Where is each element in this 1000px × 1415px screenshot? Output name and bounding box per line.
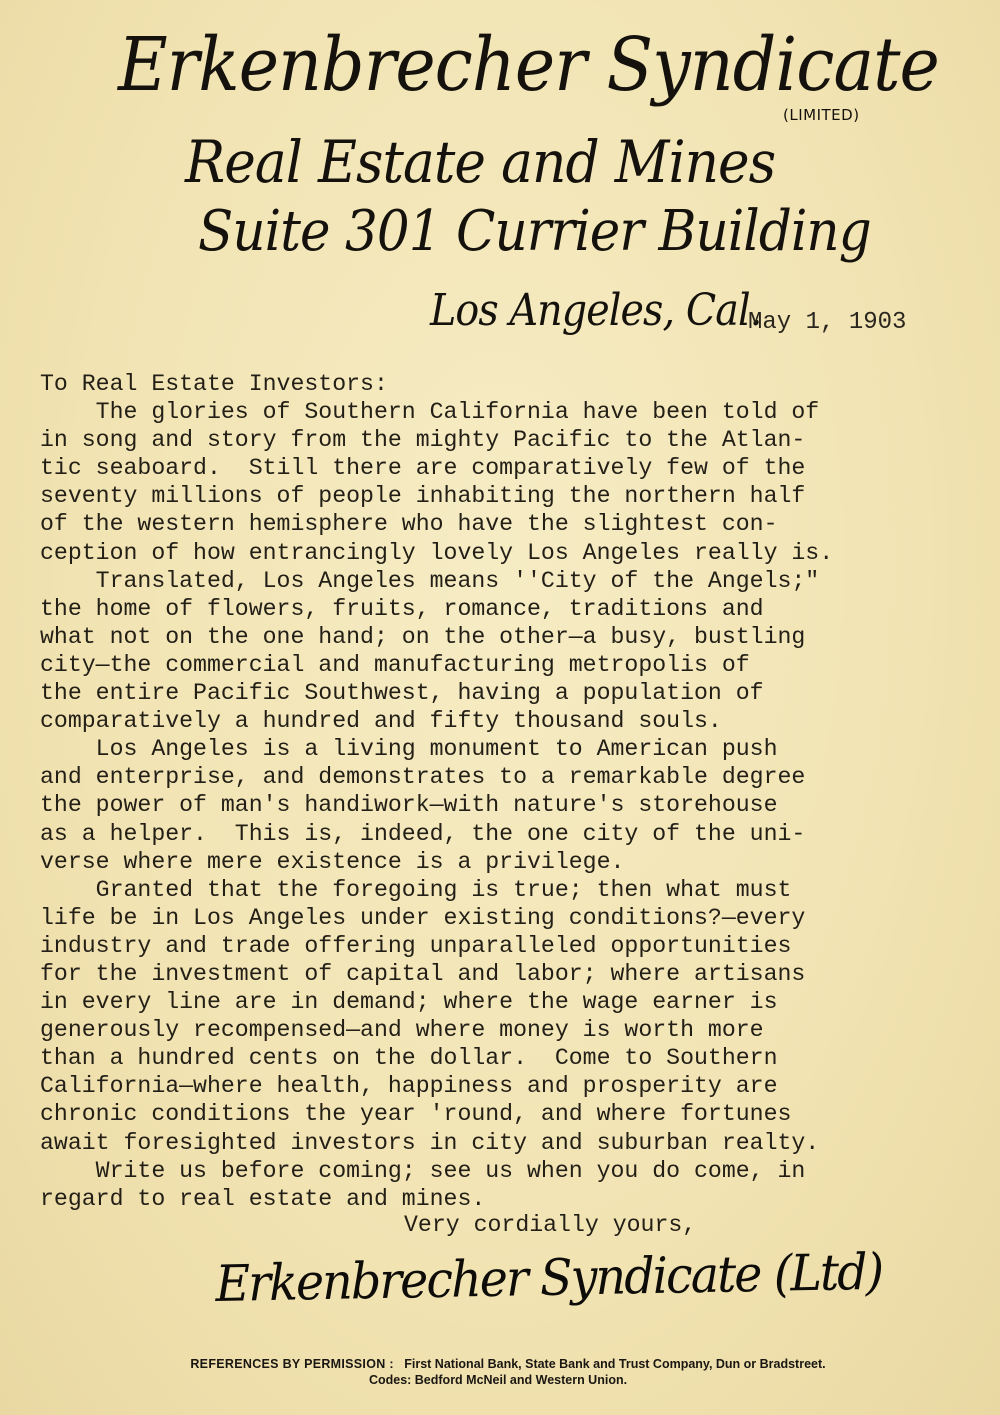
body-line: seventy millions of people inhabiting the northern half: [40, 483, 806, 510]
body-line: and enterprise, and demonstrates to a remarkable degree: [40, 764, 806, 791]
body-line: life be in Los Angeles under existing conditions?—every: [40, 904, 806, 931]
body-line: city—the commercial and manufacturing metropolis of: [40, 651, 750, 678]
city-line: Los Angeles, Cal.: [430, 285, 762, 336]
address-line: Suite 301 Currier Building: [198, 199, 871, 264]
body-line: of the western hemisphere who have the slightest con-: [40, 511, 778, 538]
closing-salutation: Very cordially yours,: [404, 1212, 697, 1238]
body-line: in song and story from the mighty Pacific to the Atlan-: [40, 427, 806, 454]
body-line: the entire Pacific Southwest, having a population of: [40, 680, 764, 707]
company-name: Erkenbrecher Syndicate: [118, 22, 939, 108]
body-line: await foresighted investors in city and suburban realty.: [40, 1129, 820, 1156]
codes-line: Codes: Bedford McNeil and Western Union.: [368, 1373, 628, 1387]
body-line: Translated, Los Angeles means ''City of the Angels;": [40, 567, 820, 594]
body-line: the power of man's handiwork—with nature's storehouse: [40, 792, 778, 819]
body-line: for the investment of capital and labor; where artisans: [40, 960, 806, 987]
body-line: comparatively a hundred and fifty thousand souls.: [40, 708, 722, 735]
references-text: First National Bank, State Bank and Trust Company, Dun or Bradstreet.: [404, 1357, 826, 1371]
body-line: in every line are in demand; where the wage earner is: [40, 989, 778, 1016]
business-line: Real Estate and Mines: [185, 128, 776, 196]
references-line: [8, 1357, 1000, 1371]
body-line: The glories of Southern California have been told of: [40, 399, 820, 426]
body-line: the home of flowers, fruits, romance, traditions and: [40, 595, 764, 622]
body-line: tic seaboard. Still there are comparatively few of the: [40, 455, 806, 482]
body-line: regard to real estate and mines.: [40, 1185, 486, 1212]
body-line: as a helper. This is, indeed, the one city of the uni-: [40, 820, 806, 847]
body-line: To Real Estate Investors:: [40, 371, 388, 397]
limited-label: (LIMITED): [783, 106, 860, 124]
body-line: what not on the one hand; on the other—a busy, bustling: [40, 623, 806, 650]
body-line: Granted that the foregoing is true; then what must: [40, 876, 792, 903]
letter-body: [40, 370, 980, 1213]
body-line: industry and trade offering unparalleled opportunities: [40, 932, 792, 959]
signature: Erkenbrecher Syndicate (Ltd): [215, 1242, 883, 1313]
body-line: Los Angeles is a living monument to American push: [40, 736, 778, 763]
body-line: verse where mere existence is a privilege.: [40, 848, 625, 875]
letter-date: May 1, 1903: [748, 309, 907, 336]
references-label: REFERENCES BY PERMISSION :: [190, 1357, 394, 1371]
body-line: chronic conditions the year 'round, and where fortunes: [40, 1101, 792, 1128]
body-line: generously recompensed—and where money is worth more: [40, 1017, 764, 1044]
body-line: ception of how entrancingly lovely Los Angeles really is.: [40, 539, 834, 566]
body-line: than a hundred cents on the dollar. Come to Southern: [40, 1045, 778, 1072]
body-line: Write us before coming; see us when you do come, in: [40, 1157, 806, 1184]
body-line: California—where health, happiness and prosperity are: [40, 1073, 778, 1100]
